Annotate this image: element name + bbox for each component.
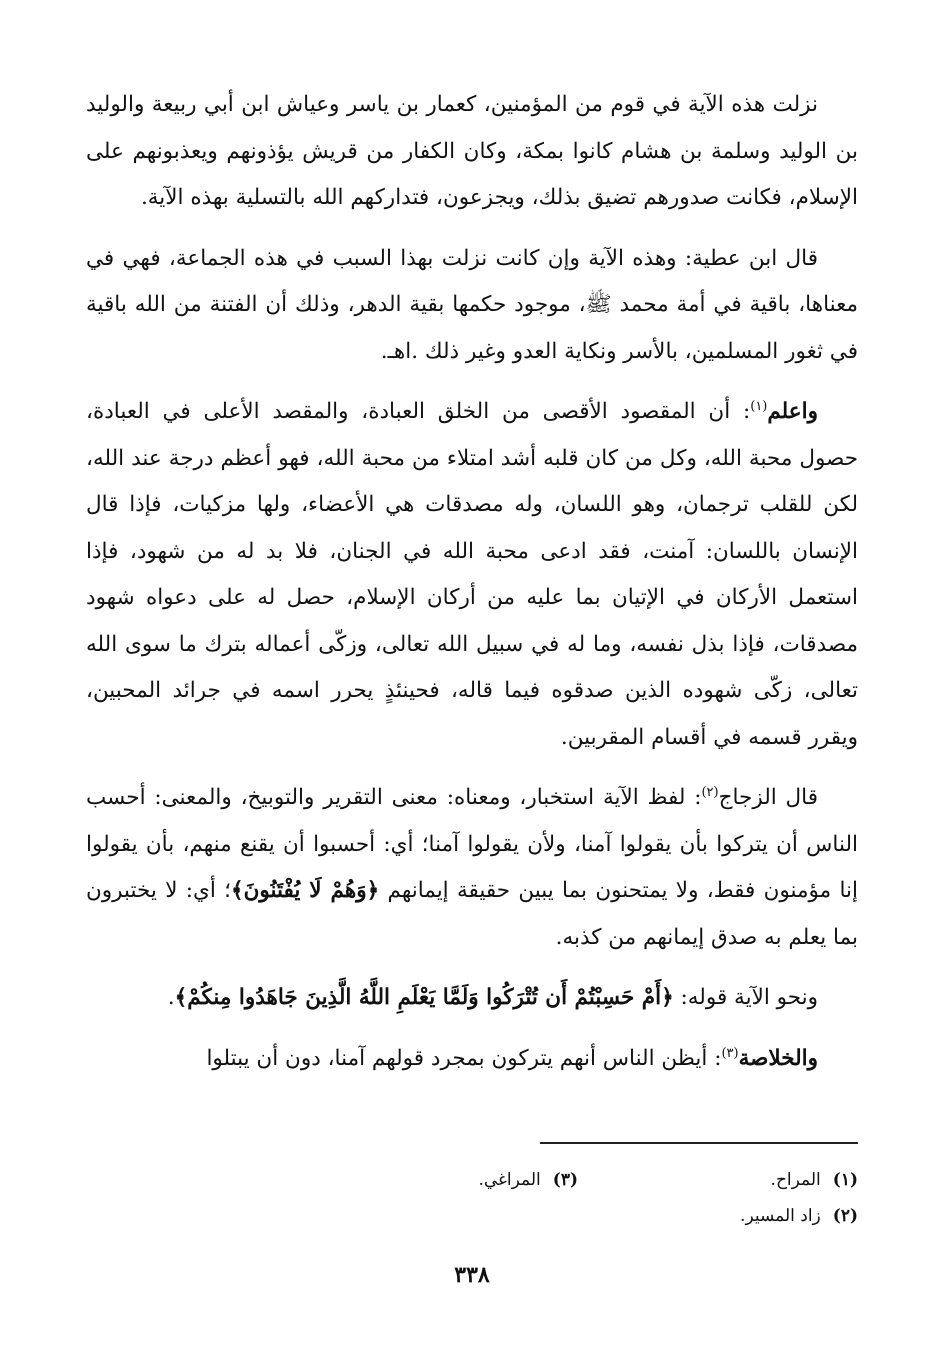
paragraph-2-text: قال ابن عطية: وهذه الآية وإن كانت نزلت بهذا السبب في هذه الجماعة، فهي في معناها، باقية في أمة محمد ﷺ، موجود حكمها بقية الدهر، وذلك أن الفتنة من الله باقية في ثغور المسلمين، بالأسر ونكاية العدو وغير ذلك .اهـ. xyxy=(86,245,858,364)
paragraph-3-text: : أن المقصود الأقصى من الخلق العبادة، والمقصد الأعلى في العبادة، حصول محبة الله، وكل من كان قلبه أشد امتلاء من محبة الله، فهو أعظم درجة عند الله، لكن للقلب ترجمان، وهو اللسان، وله مصدقات هي الأعضاء، ولها مزكيات، فإذا قال الإنسان باللسان: آمنت، فقد ادعى محبة الله في الجنان، فلا بد له من شهود، فإذا استعمل الأركان في الإتيان بما عليه من أركان الإسلام، حصل له على دعواه شهود مصدقات، فإذا بذل نفسه، وما له في سبيل الله تعالى، وزكّى أعماله بترك ما سوى الله تعالى، زكّى شهوده الذين صدقوه فيما قاله، فحينئذٍ يحرر اسمه في جرائد المحبين، ويقرر قسمه في أقسام المقربين. xyxy=(86,399,858,750)
footnote-3-number: (٣) xyxy=(552,1170,578,1190)
footnote-divider xyxy=(540,1142,858,1144)
paragraph-6-lead: والخلاصة xyxy=(738,1045,818,1071)
footnote-1-number: (١) xyxy=(832,1170,858,1190)
paragraph-5-text: ونحو الآية قوله: xyxy=(680,985,818,1010)
footnote-2-number: (٢) xyxy=(832,1206,858,1226)
footnote-row-1 xyxy=(86,1162,858,1198)
footnote-2 xyxy=(578,1198,858,1234)
main-text xyxy=(86,82,858,1096)
footnote-3 xyxy=(298,1162,578,1198)
footnotes xyxy=(86,1162,858,1234)
footnote-3-text: المراغي. xyxy=(478,1170,541,1190)
paragraph-5-tail: . xyxy=(167,985,175,1010)
quran-quote-1: ﴿وَهُمْ لَا يُفْتَنُونَ﴾ xyxy=(231,878,380,903)
paragraph-2 xyxy=(86,236,858,376)
footnote-2-text: زاد المسير. xyxy=(740,1206,821,1226)
quran-quote-2: ﴿أَمْ حَسِبْتُمْ أَن تُتْرَكُوا وَلَمَّا يَعْلَمِ اللَّهُ الَّذِينَ جَاهَدُوا مِنكُمْ﴾ xyxy=(174,985,674,1010)
paragraph-6-text: : أيظن الناس أنهم يتركون بمجرد قولهم آمنا، دون أن يبتلوا xyxy=(206,1045,722,1071)
footnote-1 xyxy=(578,1162,858,1198)
paragraph-3 xyxy=(86,389,858,761)
footnote-ref-1: (١) xyxy=(750,398,768,414)
paragraph-6 xyxy=(86,1036,858,1083)
paragraph-1-text: نزلت هذه الآية في قوم من المؤمنين، كعمار بن ياسر وعياش ابن أبي ربيعة والوليد بن الوليد وسلمة بن هشام كانوا بمكة، وكان الكفار من قريش يؤذونهم ويعذبونهم على الإسلام، فكانت صدورهم تضيق بذلك، ويجزعون، فتداركهم الله بالتسلية بهذه الآية. xyxy=(86,92,858,210)
footnote-ref-2: (٢) xyxy=(701,784,719,800)
paragraph-5 xyxy=(86,975,858,1022)
footnote-row-2 xyxy=(86,1198,858,1234)
paragraph-1 xyxy=(86,82,858,222)
paragraph-3-lead: واعلم xyxy=(767,399,818,424)
footnote-ref-3: (٣) xyxy=(721,1045,739,1061)
paragraph-4-tail: ؛ أي: لا يختبرون بما يعلم به صدق إيمانهم من كذبه. xyxy=(86,878,858,950)
paragraph-4-text: : لفظ الآية استخبار، ومعناه: معنى التقرير والتوبيخ، والمعنى: أحسب الناس أن يتركوا بأن يقولوا آمنا، ولأن يقولوا آمنا؛ أي: أحسبوا أن يقنع منهم، بأن يقولوا إنا مؤمنون فقط، ولا يمتحنون بما يبين حقيقة إيمانهم xyxy=(86,785,858,903)
paragraph-4-pre: قال الزجاج xyxy=(718,785,818,810)
paragraph-4 xyxy=(86,775,858,961)
page-number: ٣٣٨ xyxy=(454,1262,490,1288)
footnote-1-text: المراح. xyxy=(770,1170,821,1190)
